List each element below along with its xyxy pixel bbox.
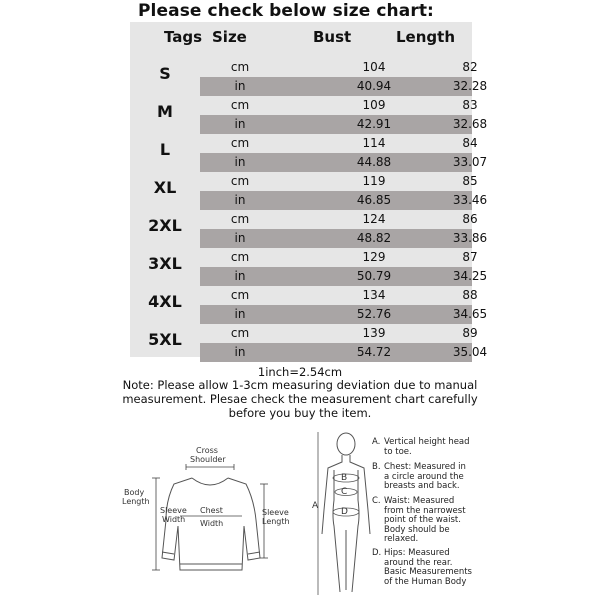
label-chest-1: Chest bbox=[200, 506, 223, 515]
size-row-cm bbox=[200, 248, 478, 267]
cell-unit: in bbox=[234, 117, 246, 131]
cell-unit: cm bbox=[230, 174, 250, 188]
body-key-item bbox=[372, 463, 466, 492]
note-line-1: Note: Please allow 1-3cm measuring deviation due to manual bbox=[122, 378, 478, 392]
header-bust: Bust bbox=[313, 28, 352, 46]
size-row-in bbox=[200, 267, 488, 286]
cell-bust: 46.85 bbox=[356, 193, 392, 207]
size-tag: 4XL bbox=[148, 292, 182, 311]
cell-bust: 114 bbox=[362, 136, 386, 150]
cell-unit: in bbox=[234, 307, 246, 321]
cell-len: 89 bbox=[462, 326, 478, 340]
cell-len: 32.28 bbox=[452, 79, 488, 93]
size-row-in bbox=[200, 153, 488, 172]
body-key-line: of the Human Body bbox=[384, 576, 467, 587]
size-row-in bbox=[200, 77, 488, 96]
cell-len: 33.86 bbox=[452, 231, 488, 245]
size-row-cm bbox=[200, 324, 478, 343]
cell-unit: cm bbox=[230, 136, 250, 150]
label-body-length: Length bbox=[122, 497, 150, 506]
body-key-line: Basic Measurements bbox=[384, 567, 472, 577]
cell-len: 33.46 bbox=[452, 193, 488, 207]
body-key-text bbox=[384, 549, 472, 587]
size-tag: 2XL bbox=[148, 216, 182, 235]
cell-bust: 40.94 bbox=[356, 79, 392, 93]
label-sleeve-width-2: Width bbox=[162, 515, 186, 524]
size-tag: XL bbox=[153, 178, 177, 197]
body-key-text bbox=[384, 463, 466, 492]
body-key-line: Chest: Measured in bbox=[384, 462, 466, 472]
size-row-in bbox=[200, 191, 488, 210]
size-chart-table bbox=[130, 22, 488, 359]
body-key-line: Body should be bbox=[384, 524, 450, 535]
cell-bust: 54.72 bbox=[356, 345, 392, 359]
header-size: Size bbox=[212, 28, 247, 46]
label-body: Body bbox=[124, 488, 145, 497]
cell-unit: in bbox=[234, 269, 246, 283]
cell-len: 82 bbox=[462, 60, 478, 74]
body-key-letter: B. bbox=[372, 462, 381, 472]
cell-len: 32.68 bbox=[452, 117, 488, 131]
letter-a: A bbox=[312, 501, 319, 511]
header-length: Length bbox=[396, 28, 455, 46]
size-row-cm bbox=[200, 134, 478, 153]
cell-len: 33.07 bbox=[452, 155, 488, 169]
cell-len: 83 bbox=[462, 98, 478, 112]
body-key-line: Vertical height head bbox=[384, 437, 470, 447]
letter-c: C bbox=[341, 487, 348, 497]
cell-bust: 124 bbox=[362, 212, 386, 226]
body-silhouette bbox=[300, 430, 380, 600]
cell-unit: cm bbox=[230, 60, 250, 74]
cell-bust: 109 bbox=[362, 98, 386, 112]
size-row-in bbox=[200, 305, 488, 324]
conversion-note: 1inch=2.54cm bbox=[257, 365, 343, 379]
body-key-text bbox=[384, 438, 470, 457]
size-row-in bbox=[200, 343, 488, 362]
body-key-line: breasts and back. bbox=[384, 481, 460, 491]
cell-bust: 134 bbox=[362, 288, 386, 302]
body-key-text bbox=[384, 497, 466, 545]
cell-len: 34.65 bbox=[452, 307, 488, 321]
body-key-line: relaxed. bbox=[384, 534, 419, 544]
body-key-line: Hips: Measured bbox=[384, 548, 450, 558]
cell-unit: in bbox=[234, 155, 246, 169]
body-key-line: around the rear. bbox=[384, 557, 453, 568]
letter-b: B bbox=[341, 473, 348, 483]
body-key-letter: C. bbox=[372, 496, 381, 506]
cell-len: 88 bbox=[462, 288, 478, 302]
body-key-item bbox=[372, 549, 472, 587]
cell-bust: 129 bbox=[362, 250, 386, 264]
note-line-2: measurement. Plesae check the measurement chart carefully bbox=[122, 392, 478, 406]
cell-bust: 48.82 bbox=[356, 231, 392, 245]
cell-unit: in bbox=[234, 231, 246, 245]
size-row-cm bbox=[200, 172, 478, 191]
cell-len: 84 bbox=[462, 136, 478, 150]
letter-d: D bbox=[341, 507, 348, 517]
size-row-cm bbox=[200, 96, 478, 115]
cell-bust: 104 bbox=[362, 60, 386, 74]
label-sleeve-length-2: Length bbox=[262, 517, 290, 526]
garment-diagram bbox=[110, 440, 310, 590]
body-key-item bbox=[372, 438, 470, 457]
label-shoulder: Shoulder bbox=[190, 455, 226, 464]
cell-bust: 42.91 bbox=[356, 117, 392, 131]
header-tags: Tags bbox=[164, 28, 203, 46]
cell-unit: cm bbox=[230, 250, 250, 264]
body-key-line: from the narrowest bbox=[384, 505, 466, 516]
label-sleeve-length-1: Sleeve bbox=[262, 508, 289, 517]
cell-len: 85 bbox=[462, 174, 478, 188]
cell-bust: 52.76 bbox=[356, 307, 392, 321]
label-cross: Cross bbox=[196, 446, 218, 455]
body-key-line: a circle around the bbox=[384, 471, 464, 482]
body-key-letter: D. bbox=[372, 548, 382, 558]
body-key-letter: A. bbox=[372, 437, 381, 447]
cell-unit: cm bbox=[230, 98, 250, 112]
body-key-line: to toe. bbox=[384, 446, 412, 457]
cell-len: 35.04 bbox=[452, 345, 488, 359]
cell-bust: 50.79 bbox=[356, 269, 392, 283]
size-tag: S bbox=[159, 64, 171, 83]
size-row-in bbox=[200, 229, 488, 248]
size-tag: M bbox=[157, 102, 173, 121]
size-row-in bbox=[200, 115, 488, 134]
size-row-cm bbox=[200, 58, 478, 77]
body-key-line: point of the waist. bbox=[384, 515, 461, 525]
body-key-item bbox=[372, 497, 466, 545]
cell-bust: 139 bbox=[362, 326, 386, 340]
size-row-cm bbox=[200, 286, 478, 305]
label-sleeve-width-1: Sleeve bbox=[160, 506, 187, 515]
size-tag: 3XL bbox=[148, 254, 182, 273]
cell-bust: 44.88 bbox=[356, 155, 392, 169]
body-key-line: Waist: Measured bbox=[384, 496, 455, 506]
cell-unit: in bbox=[234, 345, 246, 359]
cell-unit: cm bbox=[230, 326, 250, 340]
cell-bust: 119 bbox=[362, 174, 386, 188]
cell-unit: cm bbox=[230, 288, 250, 302]
note-line-3: before you buy the item. bbox=[228, 406, 372, 420]
page-title: Please check below size chart: bbox=[138, 1, 434, 21]
body-figure bbox=[300, 430, 380, 600]
size-row-cm bbox=[200, 210, 478, 229]
cell-unit: in bbox=[234, 79, 246, 93]
size-tag: 5XL bbox=[148, 330, 182, 349]
cell-unit: in bbox=[234, 193, 246, 207]
label-chest-2: Width bbox=[200, 519, 224, 528]
cell-unit: cm bbox=[230, 212, 250, 226]
cell-len: 87 bbox=[462, 250, 478, 264]
cell-len: 34.25 bbox=[452, 269, 488, 283]
cell-len: 86 bbox=[462, 212, 478, 226]
size-tag: L bbox=[159, 140, 171, 159]
